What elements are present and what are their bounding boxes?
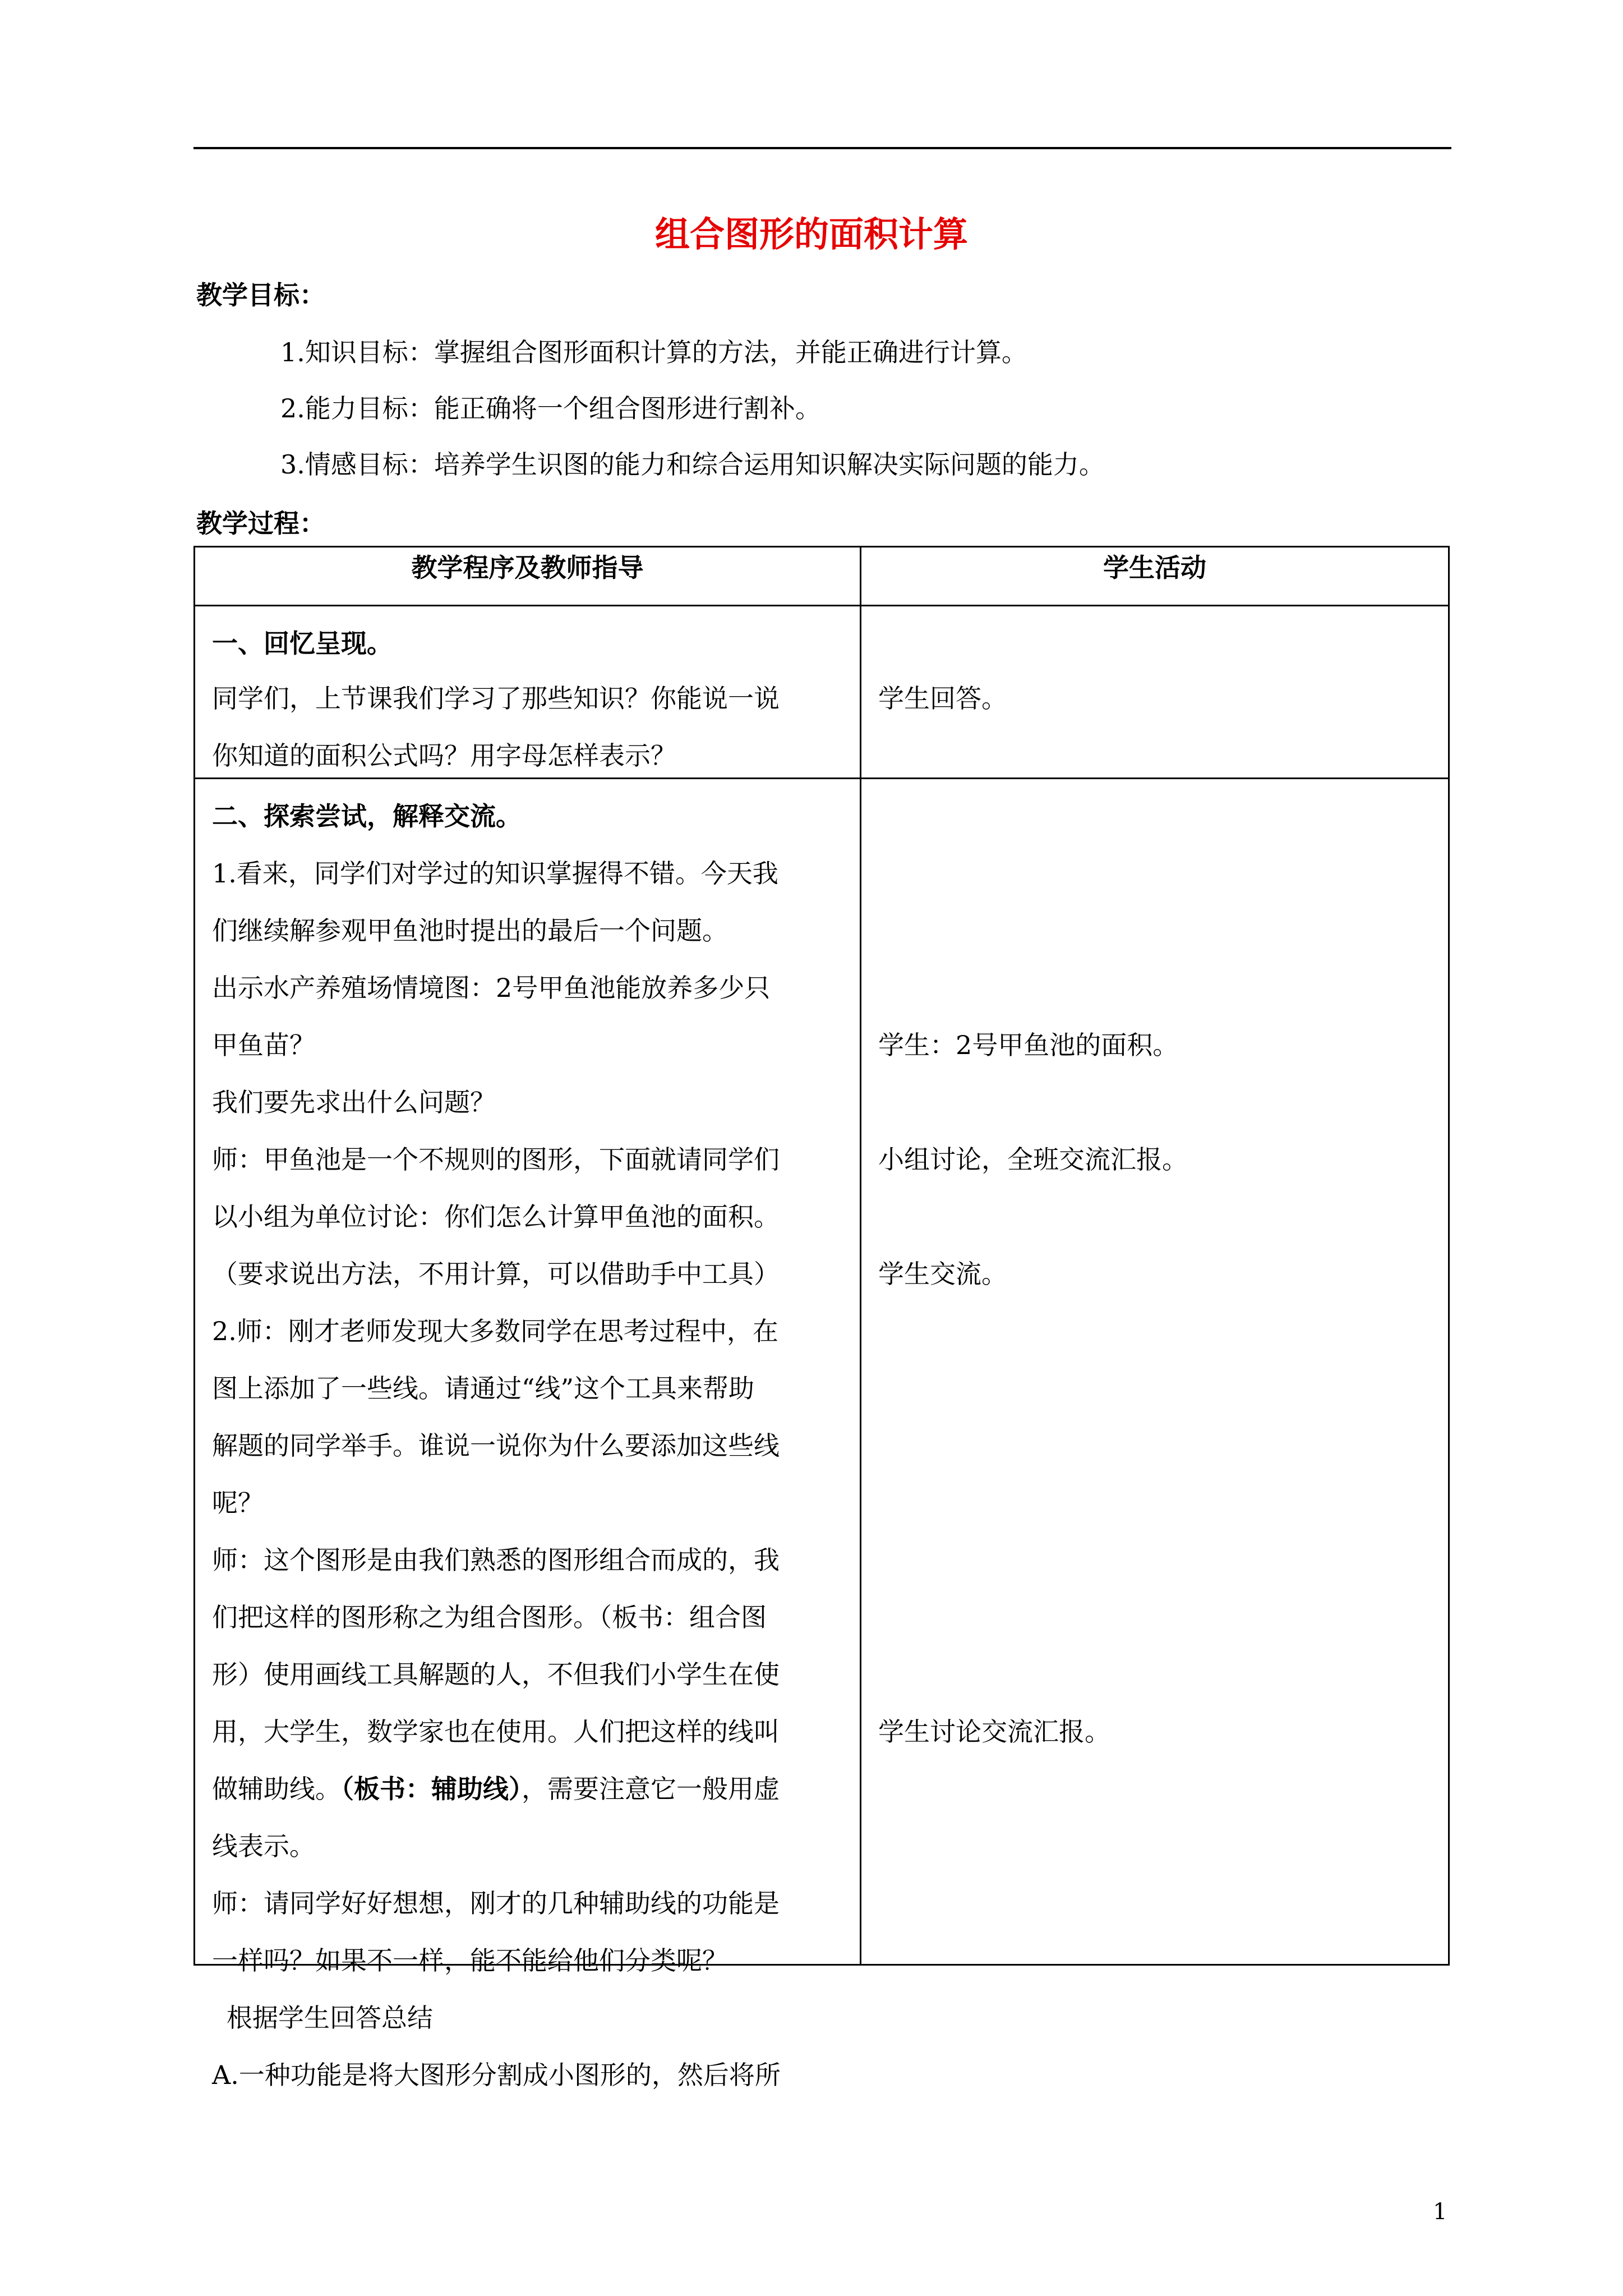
- text-line: 呢？: [212, 1488, 264, 1518]
- text-line: （要求说出方法，不用计算，可以借助手中工具）: [212, 1259, 780, 1289]
- text-line: 形）使用画线工具解题的人，不但我们小学生在使: [212, 1659, 780, 1690]
- text-line: 我们要先求出什么问题？: [212, 1087, 496, 1117]
- objective-emotion: 3.情感目标：培养学生识图的能力和综合运用知识解决实际问题的能力。: [280, 449, 1105, 480]
- text-line: 你知道的面积公式吗？用字母怎样表示？: [212, 740, 676, 771]
- text-line: 用，大学生，数学家也在使用。人们把这样的线叫: [212, 1717, 780, 1747]
- text-line: 师：请同学好好想想，刚才的几种辅助线的功能是: [212, 1888, 780, 1918]
- text-line: 1.看来，同学们对学过的知识掌握得不错。今天我: [212, 858, 778, 889]
- page-number: 1: [1433, 2199, 1447, 2225]
- row1-teacher-cell: [195, 606, 861, 779]
- objective-ability: 2.能力目标：能正确将一个组合图形进行割补。: [280, 393, 821, 424]
- text-line: 师：甲鱼池是一个不规则的图形，下面就请同学们: [212, 1144, 780, 1175]
- text-line: 同学们，上节课我们学习了那些知识？你能说一说: [212, 683, 780, 714]
- header-rule: [193, 147, 1451, 149]
- text-line: 甲鱼苗？: [212, 1030, 315, 1060]
- table-header-row: [195, 547, 1449, 606]
- text-line: 解题的同学举手。谁说一说你为什么要添加这些线: [212, 1430, 780, 1461]
- text-segment: 做辅助线。: [212, 1774, 341, 1804]
- text-segment: ，需要注意它一般用虚: [522, 1774, 780, 1804]
- student-activity: 学生：2号甲鱼池的面积。: [878, 1030, 1179, 1060]
- text-line: 2.师：刚才老师发现大多数同学在思考过程中，在: [212, 1316, 778, 1346]
- text-line: 以小组为单位讨论：你们怎么计算甲鱼池的面积。: [212, 1202, 780, 1232]
- text-line: 出示水产养殖场情境图：2号甲鱼池能放养多少只: [212, 973, 771, 1003]
- student-activity: 学生讨论交流汇报。: [878, 1717, 1110, 1747]
- text-line: 根据学生回答总结: [227, 2003, 433, 2033]
- text-line: 们把这样的图形称之为组合图形。（板书：组合图: [212, 1602, 767, 1632]
- lesson-table: [193, 546, 1450, 2090]
- text-line: A.一种功能是将大图形分割成小图形的，然后将所: [212, 2060, 781, 2090]
- section-heading: 二、探索尝试，解释交流。: [212, 801, 522, 831]
- text-line: 一样吗？如果不一样，能不能给他们分类呢？: [212, 1945, 728, 1976]
- table-row: [195, 779, 1449, 1965]
- objectives-heading: 教学目标：: [196, 280, 325, 310]
- section-heading: 一、回忆呈现。: [212, 628, 393, 659]
- row2-teacher-cell: [195, 779, 861, 2090]
- process-heading: 教学过程：: [196, 508, 325, 539]
- row2-student-cell: [861, 779, 1449, 1965]
- objective-knowledge: 1.知识目标：掌握组合图形面积计算的方法，并能正确进行计算。: [280, 337, 1027, 367]
- row1-student-cell: [861, 606, 1449, 779]
- student-activity: 学生交流。: [878, 1259, 1007, 1289]
- header-teacher: 教学程序及教师指导: [195, 547, 861, 606]
- text-line: [212, 1769, 860, 1806]
- text-line: 线表示。: [212, 1831, 315, 1861]
- text-line: 师：这个图形是由我们熟悉的图形组合而成的，我: [212, 1545, 780, 1575]
- table-row: [195, 606, 1449, 779]
- text-line: 们继续解参观甲鱼池时提出的最后一个问题。: [212, 915, 728, 946]
- student-activity: 小组讨论，全班交流汇报。: [878, 1144, 1188, 1175]
- board-note: （板书：辅助线）: [341, 1774, 522, 1804]
- header-student: 学生活动: [861, 547, 1449, 606]
- text-line: 图上添加了一些线。请通过“线”这个工具来帮助: [212, 1373, 755, 1404]
- student-activity: 学生回答。: [878, 683, 1007, 714]
- page-title: 组合图形的面积计算: [654, 214, 968, 255]
